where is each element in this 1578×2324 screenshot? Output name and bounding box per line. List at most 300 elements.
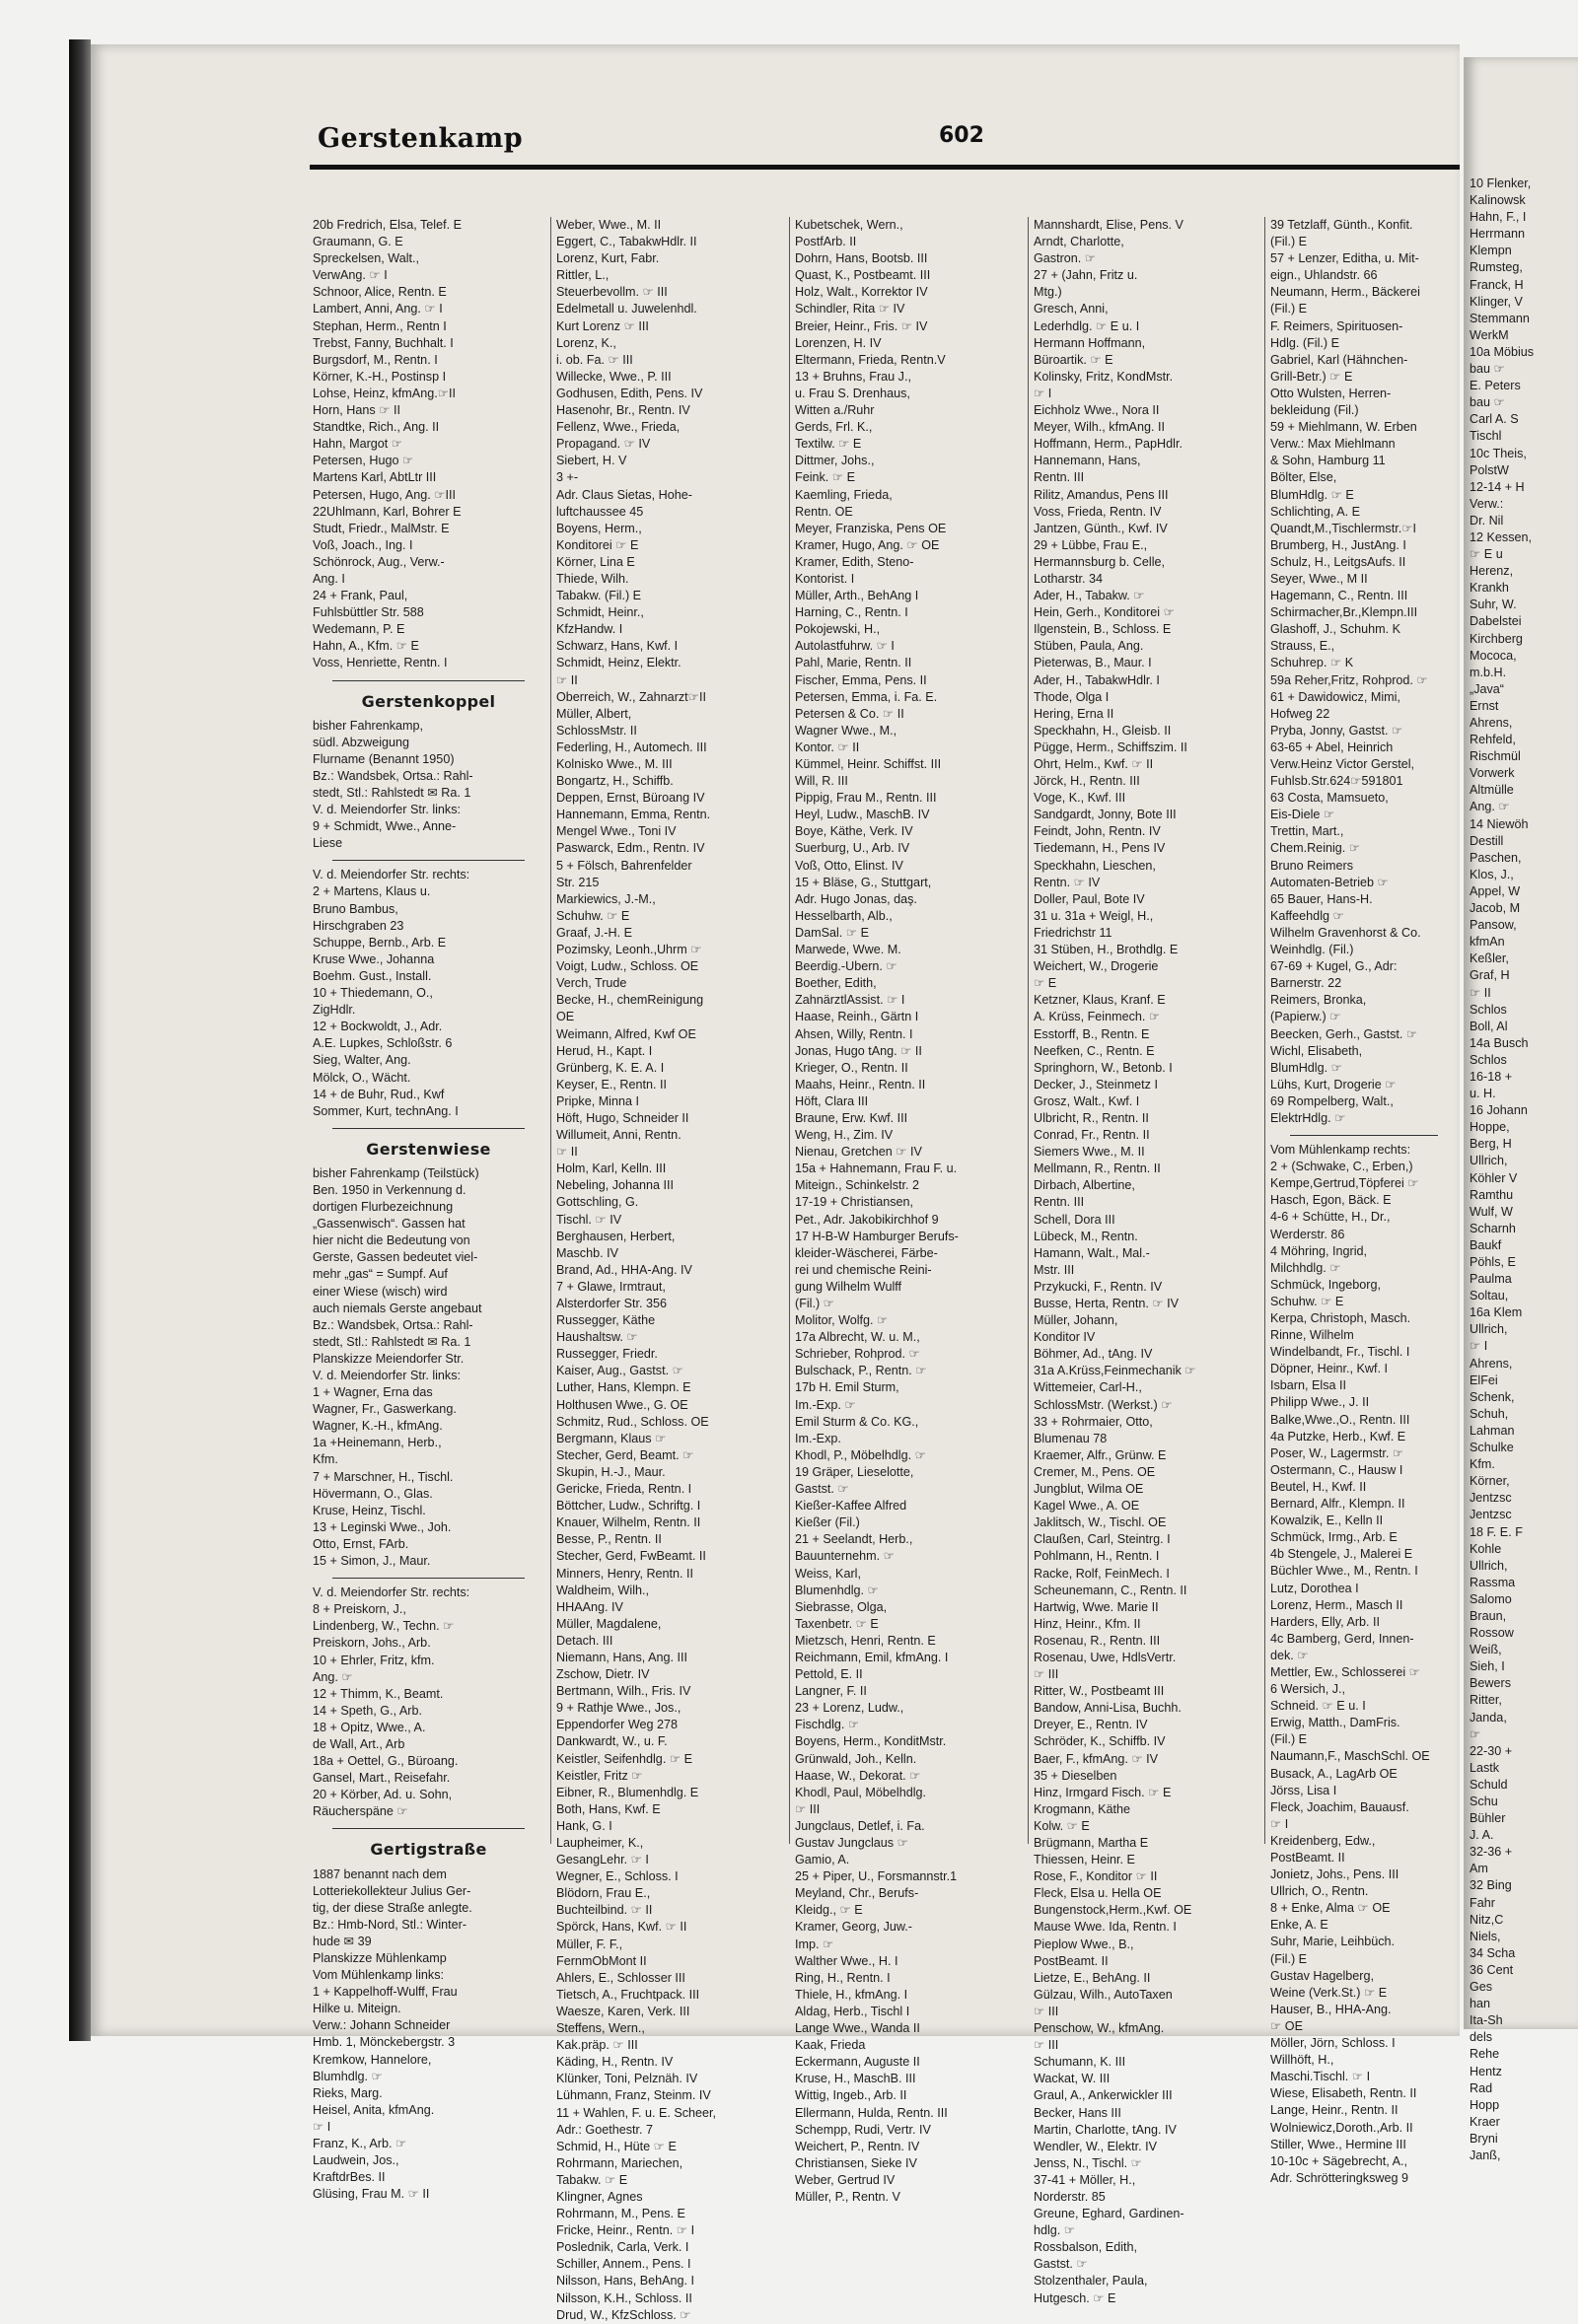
directory-entry-line: Räucherspäne ☞: [313, 1804, 408, 1819]
next-page-fragment: Destill: [1470, 833, 1504, 848]
directory-entry-line: Speckhahn, Lieschen,: [1034, 858, 1156, 873]
column-divider: [550, 217, 551, 1844]
directory-entry-line: 10-10c + Sägebrecht, A.,: [1270, 2153, 1407, 2168]
next-page-fragment: Vorwerk: [1470, 766, 1515, 781]
directory-entry-line: 23 + Lorenz, Ludw.,: [795, 1701, 904, 1716]
directory-entry-line: Wagner, Fr., Gaswerkang.: [313, 1402, 457, 1417]
directory-entry-line: Feindt, John, Rentn. IV: [1034, 824, 1161, 839]
directory-entry-line: Schmück, Irmg., Arb. E: [1270, 1530, 1398, 1545]
directory-entry-line: Maschi.Tischl. ☞ I: [1270, 2070, 1371, 2084]
directory-entry-line: Suhr, Marie, Leihbüch.: [1270, 1935, 1396, 1949]
directory-entry-line: VerwAng. ☞ I: [313, 268, 388, 283]
directory-entry-line: Kaiser, Aug., Gastst. ☞: [556, 1364, 683, 1378]
directory-entry-line: Hannemann, Emma, Rentn.: [556, 808, 711, 822]
directory-entry-line: Dreyer, E., Rentn. IV: [1034, 1718, 1148, 1732]
directory-entry-line: Norderstr. 85: [1034, 2189, 1106, 2204]
directory-entry-line: 29 + Lübbe, Frau E.,: [1034, 537, 1148, 552]
directory-entry-line: Lühmann, Franz, Steinm. IV: [556, 2088, 711, 2103]
address-column-5: [1270, 217, 1458, 2187]
next-page-fragment: Rassma: [1470, 1575, 1516, 1589]
column-divider: [789, 217, 790, 1844]
directory-entry-line: Otto, Ernst, FArb.: [313, 1536, 409, 1551]
directory-entry-line: Ben. 1950 in Verkennung d.: [313, 1182, 466, 1197]
directory-entry-line: Körner, K.-H., Postinsp I: [313, 369, 447, 384]
directory-page: [91, 44, 1460, 2322]
directory-entry-line: Breier, Heinr., Fris. ☞ IV: [795, 318, 928, 333]
directory-entry-line: Quandt,M.,Tischlermstr.☞I: [1270, 521, 1416, 535]
next-page-fragment: Pöhls, E: [1470, 1255, 1516, 1269]
directory-entry-line: Kruse, H., MaschB. III: [795, 2072, 916, 2086]
directory-entry-line: Horn, Hans ☞ II: [313, 403, 400, 418]
next-page-fragment: Tischl: [1470, 429, 1502, 444]
next-page-fragment: Herrmann: [1470, 227, 1525, 242]
directory-entry-line: 14 + Speth, G., Arb.: [313, 1703, 422, 1718]
next-page-fragment: Keßler,: [1470, 951, 1509, 966]
directory-entry-line: Lohse, Heinz, kfmAng.☞II: [313, 386, 456, 400]
directory-entry-line: 17b H. Emil Sturm,: [795, 1380, 899, 1395]
directory-entry-line: Pügge, Herm., Schiffszim. II: [1034, 739, 1187, 754]
directory-entry-line: ☞ I: [313, 2119, 331, 2134]
directory-entry-line: Schmitz, Rud., Schloss. OE: [556, 1414, 709, 1429]
directory-entry-line: Thiele, H., kfmAng. I: [795, 1987, 908, 2002]
directory-entry-line: Im.-Exp.: [795, 1431, 841, 1445]
directory-entry-line: auch niemals Gerste angebaut: [313, 1301, 482, 1315]
directory-entry-line: Kontor. ☞ II: [795, 739, 860, 754]
next-page-fragment: „Java“: [1470, 681, 1504, 696]
directory-entry-line: Fuhlsb.Str.624☞591801: [1270, 774, 1403, 789]
directory-entry-line: Glashoff, J., Schuhm. K: [1270, 622, 1401, 637]
next-page-fragment: Rehe: [1470, 2047, 1500, 2062]
directory-entry-line: Steuerbevollm. ☞ III: [556, 285, 668, 300]
directory-entry-line: Wolniewicz,Doroth.,Arb. II: [1270, 2120, 1413, 2135]
directory-entry-line: Reimers, Bronka,: [1270, 993, 1367, 1008]
directory-entry-line: Jonietz, Johs., Pens. III: [1270, 1867, 1399, 1882]
directory-entry-line: Kruse, Heinz, Tischl.: [313, 1503, 426, 1517]
directory-entry-line: Kremkow, Hannelore,: [313, 2052, 432, 2067]
directory-entry-line: Schnoor, Alice, Rentn. E: [313, 285, 447, 300]
directory-entry-line: Kramer, Edith, Steno-: [795, 554, 914, 569]
page-number: 602: [939, 123, 984, 148]
next-page-fragment: Bewers: [1470, 1676, 1511, 1691]
next-page-fragment: Klos, J.,: [1470, 867, 1514, 881]
directory-entry-line: Tietsch, A., Fruchtpack. III: [556, 1987, 700, 2002]
directory-entry-line: Gottschling, G.: [556, 1195, 639, 1210]
next-page-fragment: Dabelstei: [1470, 614, 1522, 629]
next-page-fragment: 16-18 +: [1470, 1069, 1513, 1084]
directory-entry-line: 20b Fredrich, Elsa, Telef. E: [313, 218, 462, 232]
directory-entry-line: Schmidt, Heinr.,: [556, 605, 644, 620]
header-rule: [310, 165, 1460, 170]
next-page-fragment: Braun,: [1470, 1608, 1507, 1623]
directory-entry-line: Claußen, Carl, Steintrg. I: [1034, 1532, 1171, 1547]
directory-entry-line: 63 Costa, Mamsueto,: [1270, 791, 1389, 806]
directory-entry-line: 12 + Thimm, K., Beamt.: [313, 1686, 444, 1701]
next-page-fragment: Ramthu: [1470, 1187, 1514, 1202]
directory-entry-line: Fleck, Joachim, Bauausf.: [1270, 1799, 1409, 1814]
directory-entry-line: ElektrHdlg. ☞: [1270, 1110, 1346, 1125]
next-page-fragment: Dr. Nil: [1470, 513, 1504, 528]
next-page-fragment: Ges: [1470, 1980, 1493, 1995]
directory-entry-line: Verw.Heinz Victor Gerstel,: [1270, 757, 1415, 771]
next-page-fragment: Ullrich,: [1470, 1558, 1508, 1573]
directory-entry-line: Kümmel, Heinr. Schiffst. III: [795, 757, 942, 771]
directory-entry-line: Kfm.: [313, 1452, 338, 1467]
next-page-fragment: Am: [1470, 1862, 1488, 1876]
directory-entry-line: Ring, H., Rentn. I: [795, 1970, 891, 1985]
directory-entry-line: Rosenau, R., Rentn. III: [1034, 1633, 1161, 1648]
directory-entry-line: Paswarck, Edm., Rentn. IV: [556, 841, 705, 856]
page-header: [91, 123, 1460, 173]
directory-entry-line: südl. Abzweigung: [313, 735, 410, 749]
directory-entry-line: Keistler, Fritz ☞: [556, 1768, 643, 1783]
directory-entry-line: 5 + Fölsch, Bahrenfelder: [556, 858, 692, 873]
directory-entry-line: „Gassenwisch“. Gassen hat: [313, 1217, 466, 1232]
next-page-fragment: Graf, H: [1470, 968, 1510, 983]
directory-entry-line: ☞ OE: [1270, 2018, 1303, 2033]
directory-entry-line: Jörss, Lisa I: [1270, 1783, 1337, 1797]
directory-entry-line: Pettold, E. II: [795, 1667, 863, 1682]
directory-entry-line: Hinz, Heinr., Kfm. II: [1034, 1616, 1141, 1631]
next-page-fragment: Jentzsc: [1470, 1508, 1512, 1522]
section-rule: [332, 680, 525, 681]
directory-entry-line: & Sohn, Hamburg 11: [1270, 454, 1386, 468]
directory-entry-line: Büroartik. ☞ E: [1034, 352, 1113, 367]
directory-entry-line: (Fil.) E: [1270, 302, 1308, 317]
directory-entry-line: Lietze, E., BehAng. II: [1034, 1970, 1151, 1985]
directory-entry-line: Markiewics, J.-M.,: [556, 891, 656, 906]
directory-entry-line: Voß, Otto, Elinst. IV: [795, 858, 903, 873]
directory-entry-line: Poser, W., Lagermstr. ☞: [1270, 1445, 1404, 1460]
directory-entry-line: Penschow, W., kfmAng.: [1034, 2021, 1165, 2036]
directory-entry-line: 31 u. 31a + Weigl, H.,: [1034, 908, 1154, 923]
directory-entry-line: Emil Sturm & Co. KG.,: [795, 1414, 919, 1429]
directory-entry-line: Weber, Wwe., M. II: [556, 218, 662, 232]
directory-entry-line: Stecher, Gerd, Beamt. ☞: [556, 1447, 694, 1462]
next-page-fragment: Pansow,: [1470, 918, 1517, 933]
directory-entry-line: Dohrn, Hans, Bootsb. III: [795, 251, 928, 266]
directory-entry-line: 17 H-B-W Hamburger Berufs-: [795, 1229, 959, 1243]
address-column-1: [313, 217, 544, 2203]
directory-entry-line: dortigen Flurbezeichnung: [313, 1200, 454, 1215]
directory-entry-line: Grünberg, K. E. A. I: [556, 1060, 665, 1075]
directory-entry-line: Isbarn, Elsa II: [1270, 1378, 1346, 1393]
directory-entry-line: V. d. Meiendorfer Str. rechts:: [313, 868, 470, 882]
directory-entry-line: Weimann, Alfred, Kwf OE: [556, 1026, 696, 1041]
directory-entry-line: Standtke, Rich., Ang. II: [313, 420, 440, 435]
directory-entry-line: 18 + Opitz, Wwe., A.: [313, 1720, 426, 1734]
directory-entry-line: ZigHdlr.: [313, 1003, 356, 1018]
directory-entry-line: Kreidenberg, Edw.,: [1270, 1833, 1376, 1848]
directory-entry-line: ☞ II: [556, 672, 578, 687]
directory-entry-line: luftchaussee 45: [556, 504, 644, 519]
next-page-fragment: Ritter,: [1470, 1693, 1502, 1708]
directory-entry-line: Voß, Joach., Ing. I: [313, 537, 413, 552]
directory-entry-line: Hamann, Walt., Mal.-: [1034, 1245, 1150, 1260]
directory-entry-line: Mstr. III: [1034, 1262, 1075, 1277]
directory-entry-line: Conrad, Fr., Rentn. II: [1034, 1128, 1150, 1143]
directory-entry-line: Adr. Schrötteringksweg 9: [1270, 2170, 1409, 2185]
directory-entry-line: Barnerstr. 22: [1270, 976, 1342, 991]
directory-entry-line: Trettin, Mart.,: [1270, 824, 1344, 839]
directory-entry-line: Grünwald, Joh., Kelln.: [795, 1751, 917, 1766]
directory-entry-line: 15 + Bläse, G., Stuttgart,: [795, 875, 932, 889]
directory-entry-line: ☞ I: [1270, 1816, 1289, 1831]
directory-entry-line: Miteign., Schinkelstr. 2: [795, 1178, 919, 1193]
directory-entry-line: Bruno Reimers: [1270, 858, 1353, 873]
directory-entry-line: DamSal. ☞ E: [795, 925, 869, 940]
directory-entry-line: Höft, Hugo, Schneider II: [556, 1110, 689, 1125]
next-page-fragment: ☞ E u: [1470, 547, 1503, 562]
directory-entry-line: Hermannsburg b. Celle,: [1034, 554, 1165, 569]
directory-entry-line: Bz.: Wandsbek, Ortsa.: Rahl-: [313, 1317, 473, 1332]
directory-entry-line: Spörck, Hans, Kwf. ☞ II: [556, 1920, 687, 1935]
next-page-fragment: kfmAn: [1470, 935, 1505, 950]
directory-entry-line: BlumHdlg. ☞ E: [1270, 487, 1354, 502]
directory-entry-line: Harders, Elly, Arb. II: [1270, 1614, 1381, 1629]
directory-entry-line: Boyens, Herm., KonditMstr.: [795, 1734, 947, 1749]
next-page-fragment: Scharnh: [1470, 1221, 1516, 1235]
directory-entry-line: Knauer, Wilhelm, Rentn. II: [556, 1515, 701, 1530]
directory-entry-line: Schulz, H., LeitgsAufs. II: [1270, 554, 1406, 569]
next-page-fragment: Ahrens,: [1470, 1356, 1513, 1371]
directory-entry-line: Sommer, Kurt, technAng. I: [313, 1103, 459, 1118]
next-page-fragment: PolstW: [1470, 462, 1509, 477]
directory-entry-line: 7 + Marschner, H., Tischl.: [313, 1469, 454, 1484]
directory-entry-line: Sandgardt, Jonny, Bote III: [1034, 808, 1177, 822]
directory-entry-line: Bauunternehm. ☞: [795, 1549, 895, 1564]
directory-entry-line: Blumenhdlg. ☞: [795, 1583, 879, 1597]
directory-entry-line: Graumann, G. E: [313, 235, 403, 249]
directory-entry-line: Wittig, Ingeb., Arb. II: [795, 2088, 907, 2103]
next-page-fragment: Wulf, W: [1470, 1204, 1513, 1219]
directory-entry-line: Kleidg., ☞ E: [795, 1903, 863, 1918]
directory-entry-line: Aldag, Herb., Tischl I: [795, 2004, 910, 2018]
directory-entry-line: Voss, Frieda, Rentn. IV: [1034, 504, 1162, 519]
directory-entry-line: Philipp Wwe., J. II: [1270, 1395, 1370, 1410]
directory-entry-line: 10 + Thiedemann, O.,: [313, 986, 433, 1001]
directory-entry-line: Rohrmann, M., Pens. E: [556, 2207, 685, 2221]
directory-entry-line: Heisel, Anita, kfmAng.: [313, 2102, 435, 2117]
directory-entry-line: V. d. Meiendorfer Str. links:: [313, 1369, 462, 1382]
next-page-fragment: Jacob, M: [1470, 901, 1521, 916]
directory-entry-line: Kramer, Georg, Juw.-: [795, 1920, 912, 1935]
directory-entry-line: Böhmer, Ad., tAng. IV: [1034, 1347, 1153, 1362]
column-divider: [1028, 217, 1029, 1844]
street-heading: Gertigstraße: [370, 1840, 487, 1860]
directory-entry-line: Ritter, W., Postbeamt III: [1034, 1684, 1165, 1699]
directory-entry-line: Ader, H., TabakwHdlr. I: [1034, 672, 1160, 687]
directory-entry-line: Möller, Jörn, Schloss. I: [1270, 2036, 1396, 2051]
directory-entry-line: Christiansen, Sieke IV: [795, 2155, 917, 2170]
directory-entry-line: Kolnisko Wwe., M. III: [556, 757, 673, 771]
directory-entry-line: Kurt Lorenz ☞ III: [556, 318, 649, 333]
directory-entry-line: Maahs, Heinr., Rentn. II: [795, 1077, 926, 1092]
directory-entry-line: KfzHandw. I: [556, 622, 623, 637]
directory-entry-line: 2 + (Schwake, C., Erben,): [1270, 1160, 1413, 1174]
directory-entry-line: Lorenz, Herm., Masch II: [1270, 1597, 1403, 1612]
directory-entry-line: 15 + Simon, J., Maur.: [313, 1554, 431, 1569]
directory-entry-line: 4c Bamberg, Gerd, Innen-: [1270, 1631, 1414, 1646]
directory-entry-line: 4 Möhring, Ingrid,: [1270, 1243, 1368, 1258]
directory-entry-line: Willhöft, H.,: [1270, 2053, 1334, 2068]
directory-entry-line: Hilke u. Miteign.: [313, 2002, 401, 2016]
directory-entry-line: Esstorff, B., Rentn. E: [1034, 1026, 1150, 1041]
directory-entry-line: Pet., Adr. Jakobikirchhof 9: [795, 1212, 939, 1227]
directory-entry-line: Zschow, Dietr. IV: [556, 1667, 650, 1682]
next-page-fragment: dels: [1470, 2030, 1493, 2045]
directory-entry-line: 20 + Körber, Ad. u. Sohn,: [313, 1788, 453, 1802]
next-page-fragment: Köhler V: [1470, 1170, 1518, 1185]
directory-entry-line: bekleidung (Fil.): [1270, 403, 1359, 418]
directory-entry-line: Konditorei ☞ E: [556, 537, 639, 552]
directory-entry-line: Kempe,Gertrud,Töpferei ☞: [1270, 1176, 1419, 1191]
directory-entry-line: Werderstr. 86: [1270, 1227, 1345, 1241]
next-page-fragment: Verw.:: [1470, 496, 1504, 511]
directory-entry-line: Liese: [313, 836, 343, 851]
directory-entry-line: rei und chemische Reini-: [795, 1262, 932, 1277]
directory-entry-line: Mannshardt, Elise, Pens. V: [1034, 218, 1184, 232]
directory-entry-line: Laudwein, Jos.,: [313, 2153, 399, 2168]
directory-entry-line: Ader, H., Tabakw. ☞: [1034, 589, 1145, 603]
directory-entry-line: Busack, A., LagArb OE: [1270, 1766, 1398, 1781]
next-page-fragment: Hahn, F., I: [1470, 210, 1527, 225]
directory-entry-line: Petersen, Hugo, Ang. ☞III: [313, 487, 457, 502]
next-page-fragment: Rossow: [1470, 1626, 1514, 1641]
street-heading: Gerstenwiese: [366, 1139, 491, 1159]
directory-entry-line: Im.-Exp. ☞: [795, 1397, 856, 1412]
directory-entry-line: 19 Gräper, Lieselotte,: [795, 1464, 914, 1479]
directory-entry-line: Stephan, Herm., Rentn I: [313, 318, 447, 333]
directory-entry-line: Jantzen, Günth., Kwf. IV: [1034, 521, 1168, 535]
directory-entry-line: 4a Putzke, Herb., Kwf. E: [1270, 1429, 1406, 1444]
directory-entry-line: Pippig, Frau M., Rentn. III: [795, 791, 937, 806]
directory-entry-line: Neefken, C., Rentn. E: [1034, 1043, 1155, 1058]
next-page-fragment: WerkM: [1470, 327, 1509, 342]
directory-entry-line: Gerds, Frl. K.,: [795, 420, 873, 435]
directory-entry-line: Schneid. ☞ E u. I: [1270, 1699, 1366, 1714]
directory-entry-line: Lorenz, K.,: [556, 335, 616, 350]
next-page-fragment: Ang. ☞: [1470, 800, 1510, 814]
next-page-fragment: 10a Möbius: [1470, 344, 1535, 359]
directory-entry-line: Naumann,F., MaschSchl. OE: [1270, 1749, 1430, 1764]
directory-entry-line: Flurname (Benannt 1950): [313, 751, 455, 766]
directory-entry-line: 3 +-: [556, 470, 579, 485]
directory-entry-line: Herud, H., Kapt. I: [556, 1043, 653, 1058]
directory-entry-line: Siemers Wwe., M. II: [1034, 1145, 1145, 1160]
directory-entry-line: Rossbalson, Edith,: [1034, 2240, 1138, 2255]
directory-entry-line: Lange, Heinr., Rentn. II: [1270, 2103, 1399, 2118]
directory-entry-line: (Fil.) ☞: [795, 1297, 834, 1310]
directory-entry-line: Mengel Wwe., Toni IV: [556, 824, 677, 839]
directory-entry-line: Brügmann, Martha E: [1034, 1836, 1149, 1850]
next-page-fragment: Hentz: [1470, 2064, 1502, 2078]
directory-entry-line: Hasch, Egon, Bäck. E: [1270, 1193, 1392, 1208]
directory-entry-line: Holthusen Wwe., G. OE: [556, 1397, 688, 1412]
directory-entry-line: de Wall, Art., Arb: [313, 1736, 405, 1751]
directory-entry-line: Fischdlg. ☞: [795, 1718, 860, 1732]
directory-entry-line: Beutel, H., Kwf. II: [1270, 1479, 1367, 1494]
directory-entry-line: einer Wiese (wisch) wird: [313, 1284, 448, 1299]
book-spine-shadow: [69, 39, 91, 2041]
directory-entry-line: ☞ I: [1034, 386, 1052, 400]
directory-entry-line: u. Frau S. Drenhaus,: [795, 386, 910, 400]
directory-entry-line: Kagel Wwe., A. OE: [1034, 1499, 1140, 1514]
directory-entry-line: Voge, K., Kwf. III: [1034, 791, 1126, 806]
next-page-fragment: Ita-Sh: [1470, 2013, 1503, 2028]
directory-entry-line: Brand, Ad., HHA-Ang. IV: [556, 1262, 692, 1277]
directory-entry-line: Rose, F., Konditor ☞ II: [1034, 1869, 1158, 1884]
directory-entry-line: Russegger, Käthe: [556, 1313, 656, 1328]
next-page-fragment: Weiß,: [1470, 1643, 1502, 1657]
directory-entry-line: Chem.Reinig. ☞: [1270, 841, 1361, 856]
directory-entry-line: Kaemling, Frieda,: [795, 487, 893, 502]
next-page-fragment: m.b.H.: [1470, 665, 1507, 679]
next-page-fragment: Schlos: [1470, 1052, 1507, 1067]
next-page-fragment: u. H.: [1470, 1087, 1496, 1101]
directory-entry-line: Propagand. ☞ IV: [556, 437, 651, 452]
directory-entry-line: mehr „gas“ = Sumpf. Auf: [313, 1267, 448, 1282]
directory-entry-line: Gastst. ☞: [795, 1482, 849, 1497]
directory-entry-line: Eibner, R., Blumenhdlg. E: [556, 1785, 699, 1799]
directory-entry-line: Döpner, Heinr., Kwf. I: [1270, 1362, 1388, 1376]
directory-entry-line: Dankwardt, W., u. F.: [556, 1734, 668, 1749]
next-page-fragment: Kfm.: [1470, 1457, 1495, 1472]
directory-entry-line: Balke,Wwe.,O., Rentn. III: [1270, 1412, 1410, 1427]
directory-entry-line: Schmidt, Heinz, Elektr.: [556, 656, 681, 670]
directory-entry-line: Mölck, O., Wächt.: [313, 1070, 411, 1085]
next-page-fragment: Fahr: [1470, 1895, 1495, 1910]
next-page-fragment: Herenz,: [1470, 564, 1514, 579]
directory-entry-line: 24 + Frank, Paul,: [313, 589, 408, 603]
next-page-fragment: 32-36 +: [1470, 1845, 1513, 1860]
directory-entry-line: Rinne, Wilhelm: [1270, 1328, 1354, 1343]
directory-entry-line: Lutz, Dorothea I: [1270, 1581, 1359, 1595]
directory-entry-line: GesangLehr. ☞ I: [556, 1853, 649, 1867]
directory-entry-line: Weichert, W., Drogerie: [1034, 959, 1159, 974]
directory-entry-line: stedt, Stl.: Rahlstedt ✉ Ra. 1: [313, 1334, 471, 1349]
directory-entry-line: Wagner, K.-H., kfmAng.: [313, 1419, 443, 1434]
directory-entry-line: Gustav Hagelberg,: [1270, 1968, 1375, 1983]
directory-entry-line: Steffens, Wern.,: [556, 2021, 645, 2036]
directory-entry-line: Wiese, Elisabeth, Rentn. II: [1270, 2086, 1417, 2101]
next-page-fragment: Kalinowsk: [1470, 193, 1526, 208]
directory-entry-line: Hein, Gerh., Konditorei ☞: [1034, 605, 1175, 620]
directory-entry-line: Fleck, Elsa u. Hella OE: [1034, 1886, 1162, 1901]
address-column-3: [795, 217, 1027, 2206]
directory-entry-line: Kaffeehdlg ☞: [1270, 908, 1344, 923]
directory-entry-line: Drud, W., KfzSchloss. ☞: [556, 2307, 691, 2322]
directory-entry-line: Siebert, H. V: [556, 454, 627, 468]
directory-entry-line: Rosenau, Uwe, HdlsVertr.: [1034, 1650, 1177, 1664]
directory-entry-line: 10 + Ehrler, Fritz, kfm.: [313, 1653, 435, 1667]
directory-entry-line: Feink. ☞ E: [795, 470, 855, 485]
directory-entry-line: Wegner, E., Schloss. I: [556, 1869, 679, 1884]
directory-entry-line: V. d. Meiendorfer Str. rechts:: [313, 1585, 470, 1600]
directory-entry-line: 63-65 + Abel, Heinrich: [1270, 739, 1394, 754]
directory-entry-line: KraftdrBes. II: [313, 2170, 386, 2185]
directory-entry-line: Ulbricht, R., Rentn. II: [1034, 1110, 1149, 1125]
directory-entry-line: Nienau, Gretchen ☞ IV: [795, 1145, 922, 1160]
directory-entry-line: Eichholz Wwe., Nora II: [1034, 403, 1160, 418]
directory-entry-line: Hahn, Margot ☞: [313, 437, 403, 452]
directory-entry-line: Jungclaus, Detlef, i. Fa.: [795, 1818, 925, 1833]
next-page-fragment: Hoppe,: [1470, 1120, 1510, 1135]
next-page-fragment: 10 Flenker,: [1470, 176, 1532, 190]
next-page-fragment: 12-14 + H: [1470, 479, 1525, 494]
directory-entry-line: 9 + Rathje Wwe., Jos.,: [556, 1701, 681, 1716]
directory-entry-line: 1 + Kappelhoff-Wulff, Frau: [313, 1985, 458, 2000]
directory-entry-line: bisher Fahrenkamp,: [313, 718, 423, 733]
